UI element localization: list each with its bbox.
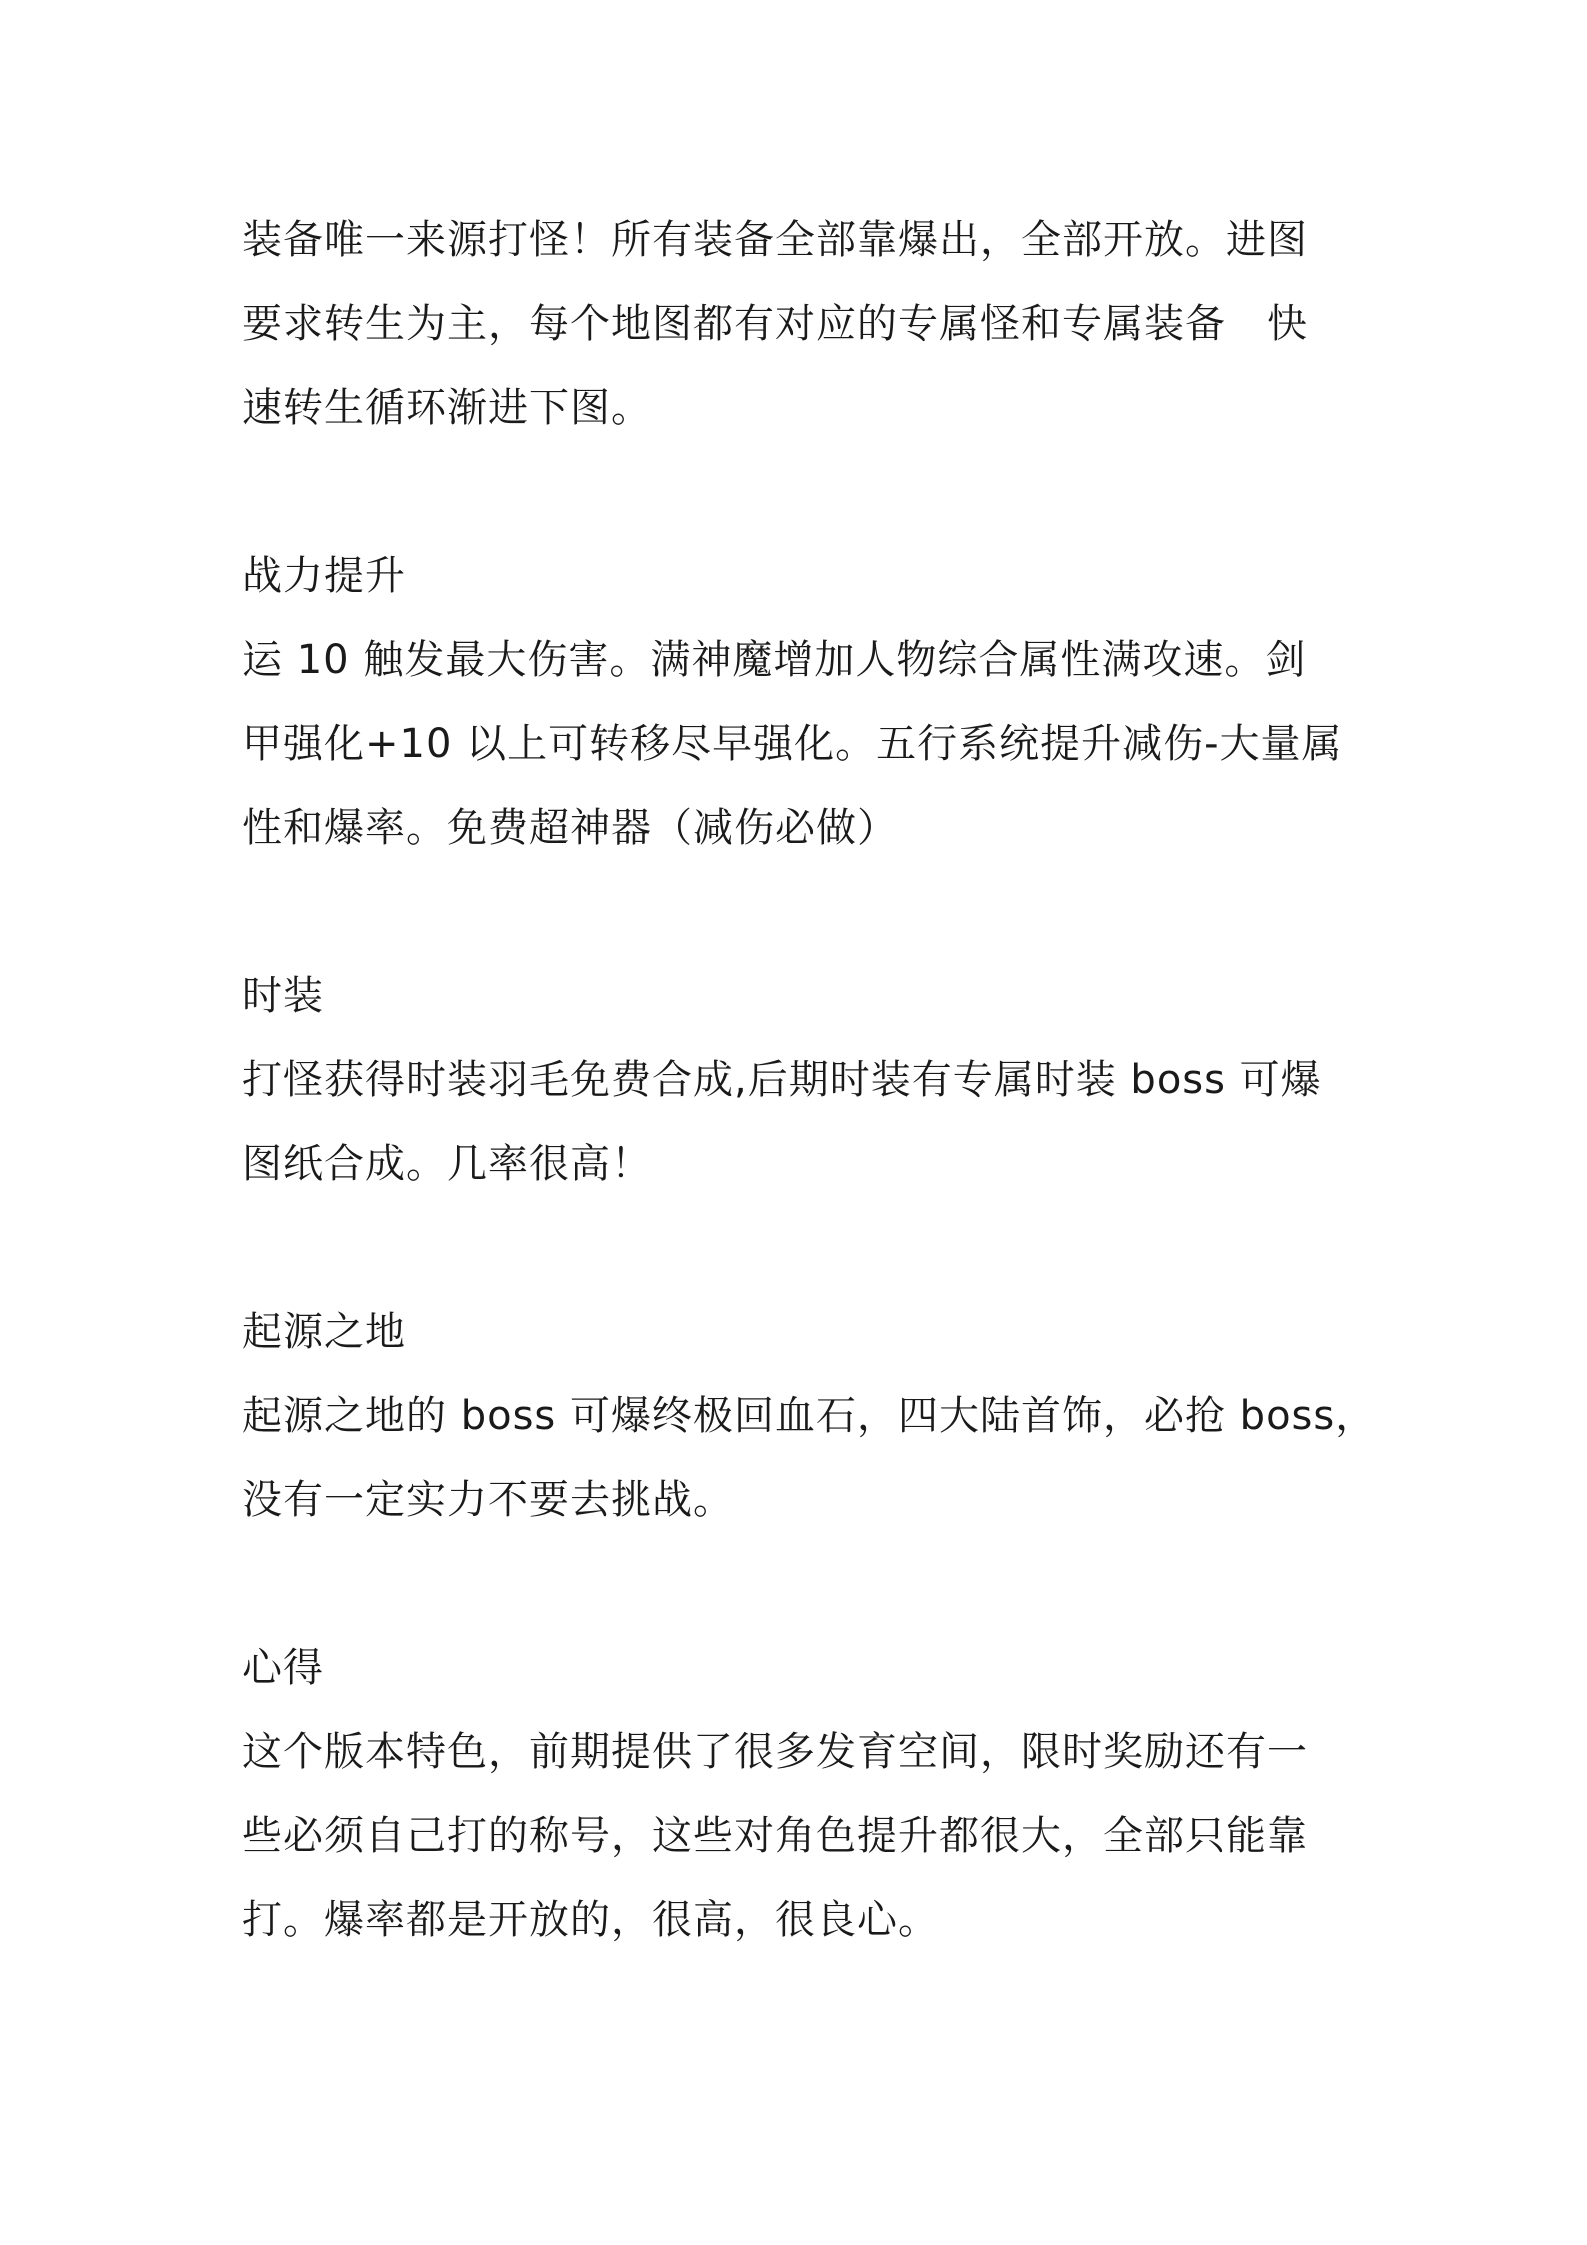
section-heading: 时装: [242, 973, 324, 1019]
section-combat-power: [242, 534, 1352, 870]
paragraph-line: 些必须自己打的称号，这些对角色提升都很大，全部只能靠: [242, 1813, 1308, 1859]
section-heading: 起源之地: [242, 1309, 406, 1355]
document-body: [242, 198, 1377, 1962]
paragraph-line: 图纸合成。几率很高！: [242, 1141, 652, 1187]
section-tips: [242, 1626, 1352, 1962]
section-origin-land: [242, 1290, 1377, 1542]
paragraph-line: 速转生循环渐进下图。: [242, 385, 652, 431]
section-heading: 心得: [242, 1645, 324, 1691]
section-fashion: [242, 954, 1352, 1206]
paragraph-line: 运 10 触发最大伤害。满神魔增加人物综合属性满攻速。剑: [242, 637, 1307, 683]
paragraph-line: 打怪获得时装羽毛免费合成,后期时装有专属时装 boss 可爆: [242, 1057, 1322, 1103]
spacer: [242, 1542, 1352, 1626]
spacer: [242, 1206, 1352, 1290]
spacer: [242, 870, 1352, 954]
paragraph-line: 起源之地的 boss 可爆终极回血石，四大陆首饰，必抢 boss，: [242, 1393, 1377, 1439]
paragraph-line: 装备唯一来源打怪！所有装备全部靠爆出，全部开放。进图: [242, 217, 1308, 263]
intro-paragraph: [242, 198, 1352, 450]
paragraph-line: 甲强化+10 以上可转移尽早强化。五行系统提升减伤-大量属: [242, 721, 1343, 767]
paragraph-line: 性和爆率。免费超神器（减伤必做）: [242, 805, 898, 851]
paragraph-line: 打。爆率都是开放的，很高，很良心。: [242, 1897, 939, 1943]
section-heading: 战力提升: [242, 553, 406, 599]
paragraph-line: 没有一定实力不要去挑战。: [242, 1477, 734, 1523]
paragraph-line: 这个版本特色，前期提供了很多发育空间，限时奖励还有一: [242, 1729, 1308, 1775]
paragraph-line: 要求转生为主，每个地图都有对应的专属怪和专属装备 快: [242, 301, 1308, 347]
spacer: [242, 450, 1352, 534]
